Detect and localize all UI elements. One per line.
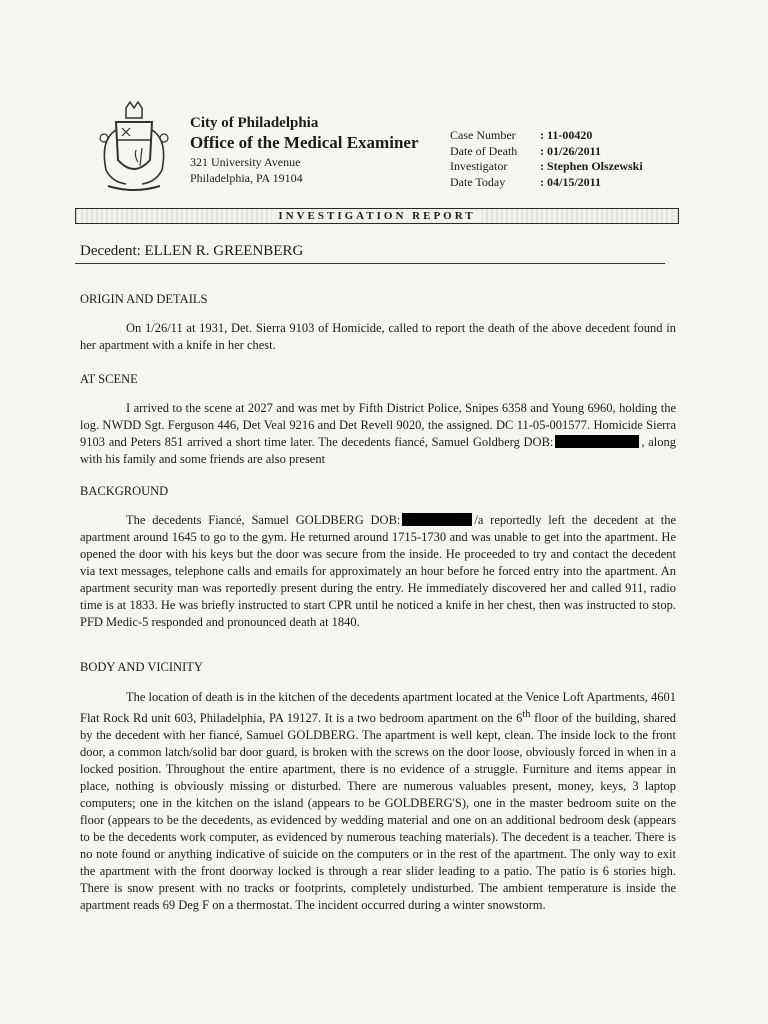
case-row — [450, 144, 643, 160]
case-value: : 11-00420 — [540, 128, 593, 142]
divider — [75, 263, 665, 264]
redaction-block — [555, 435, 639, 448]
report-banner — [75, 208, 679, 224]
case-row — [450, 128, 643, 144]
paragraph-scene — [80, 400, 676, 468]
section-heading-scene: AT SCENE — [80, 372, 138, 386]
case-value: : 04/15/2011 — [540, 174, 602, 189]
section-heading-body: BODY AND VICINITY — [80, 660, 203, 674]
section-heading-origin: ORIGIN AND DETAILS — [80, 292, 208, 306]
paragraph-text: floor of the building, shared by the decedent with her fiancé, Samuel GOLDBERG. The apartment is well kept, clean. The inside lock to the front door, a common latch/solid bar door guard, is broken with the screws on the door loose, obviously forced in when in a locked position. Throughout the entire apartment, there is no evidence of a struggle. Furniture and items appear in place, nothing is obviously missing or disturbed. There are numerous valuables present, money, keys, 3 laptop computers; one in the kitchen on the island (appears to be GOLDBERG'S), one in the master bedroom suite on the floor (appears to be the decedents, as evidenced by wedding material and one on an additional bedroom desk (appears to be the decedents work computer, as evidenced by numerous teaching materials). The decedent is a teacher. There is no note found or anything indicative of suicide on the computers or in the rest of the apartment. The only way to exit the apartment with the front doorway locked is through a rear slider leading to a patio. The patio is 6 stories high. There is snow present with no tracks or footprints, completely undisturbed. The ambient temperature is inside the apartment reads 69 Deg F on a thermostat. The incident occurred during a winter snowstorm. — [80, 711, 676, 913]
city-seal-icon — [86, 100, 182, 196]
decedent-name: Decedent: ELLEN R. GREENBERG — [80, 243, 304, 259]
case-label: Case Number — [450, 128, 516, 142]
paragraph-body — [80, 689, 676, 914]
case-label: Date Today — [450, 174, 506, 189]
org-address-line1: 321 University Avenue — [190, 155, 301, 169]
case-row — [450, 159, 643, 175]
paragraph-text: The location of death is in the kitchen of the decedents apartment located at the Venice Loft Apartments, 4601 Flat Rock Rd unit 603, Philadelphia, PA 19127. It is a two bedroom apartment on the 6 — [80, 690, 676, 726]
paragraph-text: /a reportedly left the decedent at the apartment around 1645 to go to the gym. He returned around 1715-1730 and was unable to get into the apartment. He opened the door with his keys but the door was secure from the inside. He proceeded to try and contact the decedent via text messages, telephone calls and emails for approximately an hour before he forced entry into the apartment. An apartment security man was reportedly present during the entry. He immediately discovered her and called 911, radio time is at 1833. He was briefly instructed to start CPR until he noticed a knife in her chest, then was instructed to stop. PFD Medic-5 responded and pronounced death at 1840. — [80, 513, 676, 629]
case-info — [450, 128, 643, 190]
paragraph-text: I arrived to the scene at 2027 and was met by Fifth District Police, Snipes 6358 and Young 6960, holding the log. NWDD Sgt. Ferguson 446, Det Veal 9216 and Det Revell 9020, the assigned. DC 11-05-001577. Homicide Sierra 9103 and Peters 851 arrived a short time later. The decedents fiancé, Samuel Goldberg DOB: — [80, 401, 676, 449]
banner-title: INVESTIGATION REPORT — [272, 210, 481, 222]
case-value: : Stephen Olszewski — [540, 159, 643, 173]
org-block — [190, 114, 419, 186]
paragraph-origin — [80, 320, 676, 354]
case-value: : 01/26/2011 — [540, 143, 602, 158]
case-label: Date of Death — [450, 143, 518, 158]
paragraph-background — [80, 512, 676, 631]
paragraph-text: The decedents Fiancé, Samuel GOLDBERG DOB: — [126, 513, 401, 527]
paragraph-text: On 1/26/11 at 1931, Det. Sierra 9103 of Homicide, called to report the death of the above decedent found in her apartment with a knife in her chest. — [80, 321, 676, 352]
section-heading-background: BACKGROUND — [80, 484, 169, 498]
redaction-block — [402, 513, 472, 526]
org-address-line2: Philadelphia, PA 19104 — [190, 171, 303, 185]
case-label: Investigator — [450, 159, 508, 173]
paragraph-text: , along with his family and some friends are also present — [80, 435, 676, 466]
case-row — [450, 175, 643, 191]
superscript: th — [522, 709, 531, 720]
org-city: City of Philadelphia — [190, 115, 319, 131]
org-office: Office of the Medical Examiner — [190, 133, 419, 152]
